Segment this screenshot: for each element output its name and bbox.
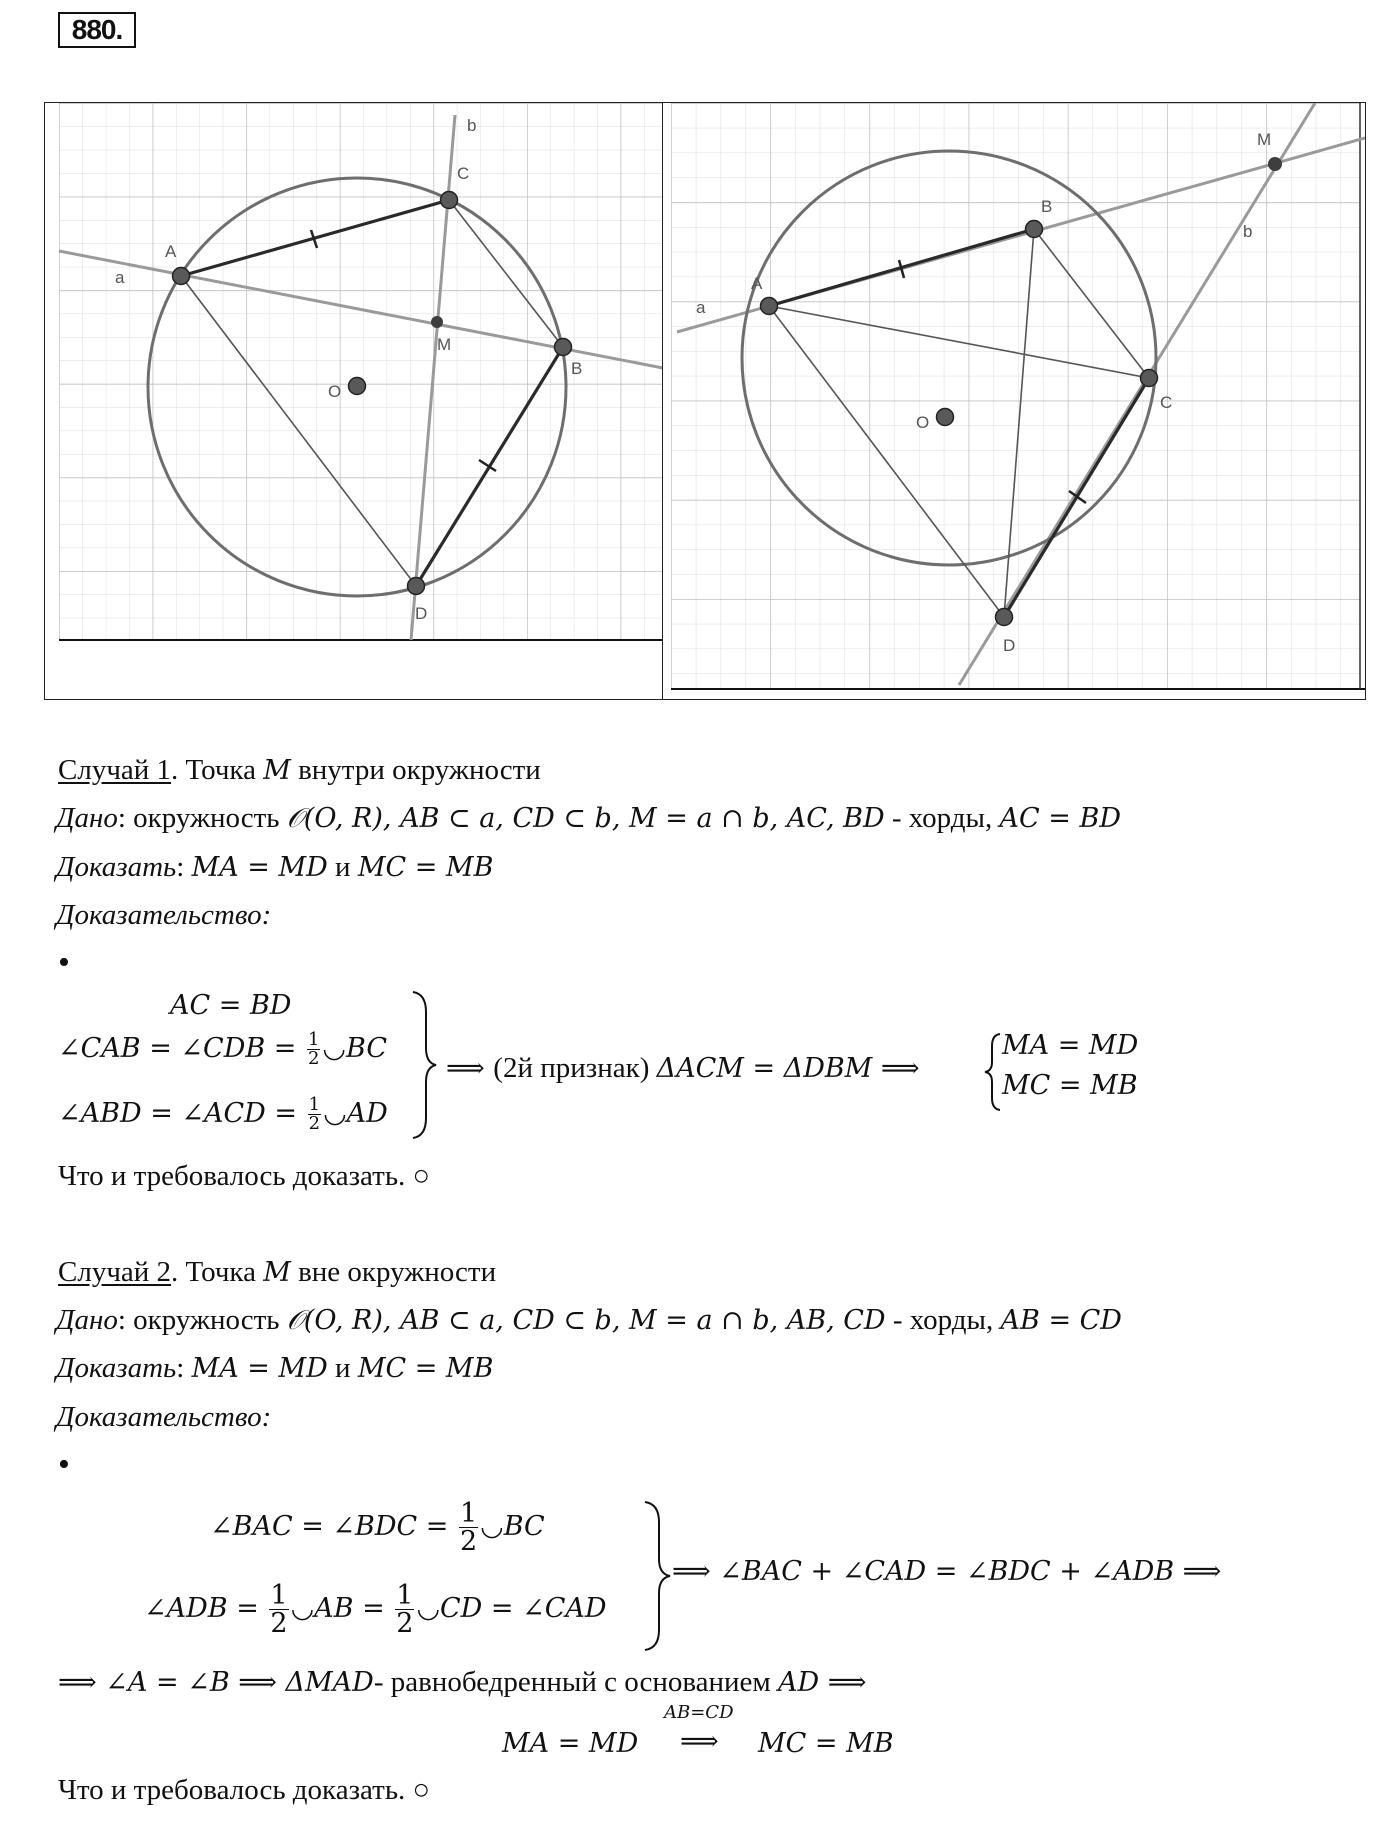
problem-number: 880. [58,12,136,48]
label-point-c: C [1160,393,1173,412]
case1-right-brace [410,990,440,1140]
point-b [1026,221,1043,238]
case2-prove: Доказать: MA = MD и MC = MB [56,1352,494,1384]
case2-given: Дано: окружность 𝒪(O, R), AB ⊂ a, CD ⊂ b, M = a ∩ b, AB, CD - хорды, AB = CD [56,1304,1122,1336]
label-point-c: C [457,164,470,183]
point-a [761,298,778,315]
case2-sys-line1: ∠BAC = ∠BDC = $\frac{1}{2}$ ◡BC [210,1498,545,1557]
point-d [996,609,1013,626]
case2-title: Случай 2. Точка M вне окружности [58,1256,497,1288]
case1-prove: Доказать: MA = MD и MC = MB [56,851,494,883]
label-a-line: a [115,268,125,287]
case2-proof-label: Доказательство: [56,1401,272,1433]
label-point-m: M [437,335,452,354]
figure-1-frame [44,102,664,700]
label-b-line: b [1243,222,1253,241]
case2-system-result: ⟹ ∠BAC + ∠CAD = ∠BDC + ∠ADB ⟹ [672,1556,1222,1587]
case1-result2: MC = MB [1002,1070,1138,1101]
case1-result1: MA = MD [1002,1030,1139,1061]
case1-title: Случай 1. Точка M внутри окружности [58,754,541,786]
case2-final-arrow: ⟹ [680,1726,719,1757]
case1-qed: Что и требовалось доказать. ○ [58,1160,431,1192]
point-o [349,378,366,395]
case2-sys-line2: ∠ADB = $\frac{1}{2}$ ◡AB = $\frac{1}{2}$ ◡CD = ∠CAD [144,1580,607,1639]
case2-final-right: MC = MB [758,1728,894,1759]
label-point-a: A [165,242,177,261]
case1-sys-line3: ∠ABD = ∠ACD = $\frac{1}{2}$ ◡AD [58,1094,388,1134]
figure-1-drawing [45,103,663,699]
case1-given: Дано: окружность 𝒪(O, R), AB ⊂ a, CD ⊂ b, M = a ∩ b, AC, BD - хорды, AC = BD [56,802,1121,834]
label-point-d: D [415,604,428,623]
point-c [441,192,458,209]
figure-2-frame [662,102,1366,700]
figure-2-drawing [663,103,1365,699]
point-c [1141,370,1158,387]
point-d [408,578,425,595]
label-point-a: A [751,274,763,293]
label-point-o: O [328,382,342,401]
label-b-line: b [467,116,477,135]
case2-bullet: • [58,1446,70,1483]
case2-next-line: ⟹ ∠A = ∠B ⟹ ΔMAD- равнобедренный с основанием AD ⟹ [58,1666,867,1698]
label-point-d: D [1003,636,1016,655]
case2-final-left: MA = MD [502,1728,639,1759]
case1-proof-label: Доказательство: [56,899,272,931]
label-point-b: B [571,359,583,378]
case2-final-over: AB=CD [664,1702,734,1723]
case1-left-brace [982,1032,1004,1112]
case1-sys-line2: ∠CAB = ∠CDB = $\frac{1}{2}$ ◡BC [58,1029,387,1069]
label-point-b: B [1041,197,1053,216]
label-point-m: M [1257,130,1272,149]
point-m [431,316,443,328]
case2-qed: Что и требовалось доказать. ○ [58,1774,431,1806]
case1-sys-line1: AC = BD [170,990,292,1021]
case2-right-brace [642,1500,674,1652]
label-a-line: a [696,298,706,317]
case1-conclusion: ⟹ (2й признак) ΔACM = ΔDBM ⟹ [446,1052,920,1084]
point-m [1268,157,1282,171]
label-point-o: O [916,413,930,432]
case1-bullet: • [58,944,70,981]
point-o [937,409,954,426]
point-b [555,339,572,356]
point-a [173,268,190,285]
